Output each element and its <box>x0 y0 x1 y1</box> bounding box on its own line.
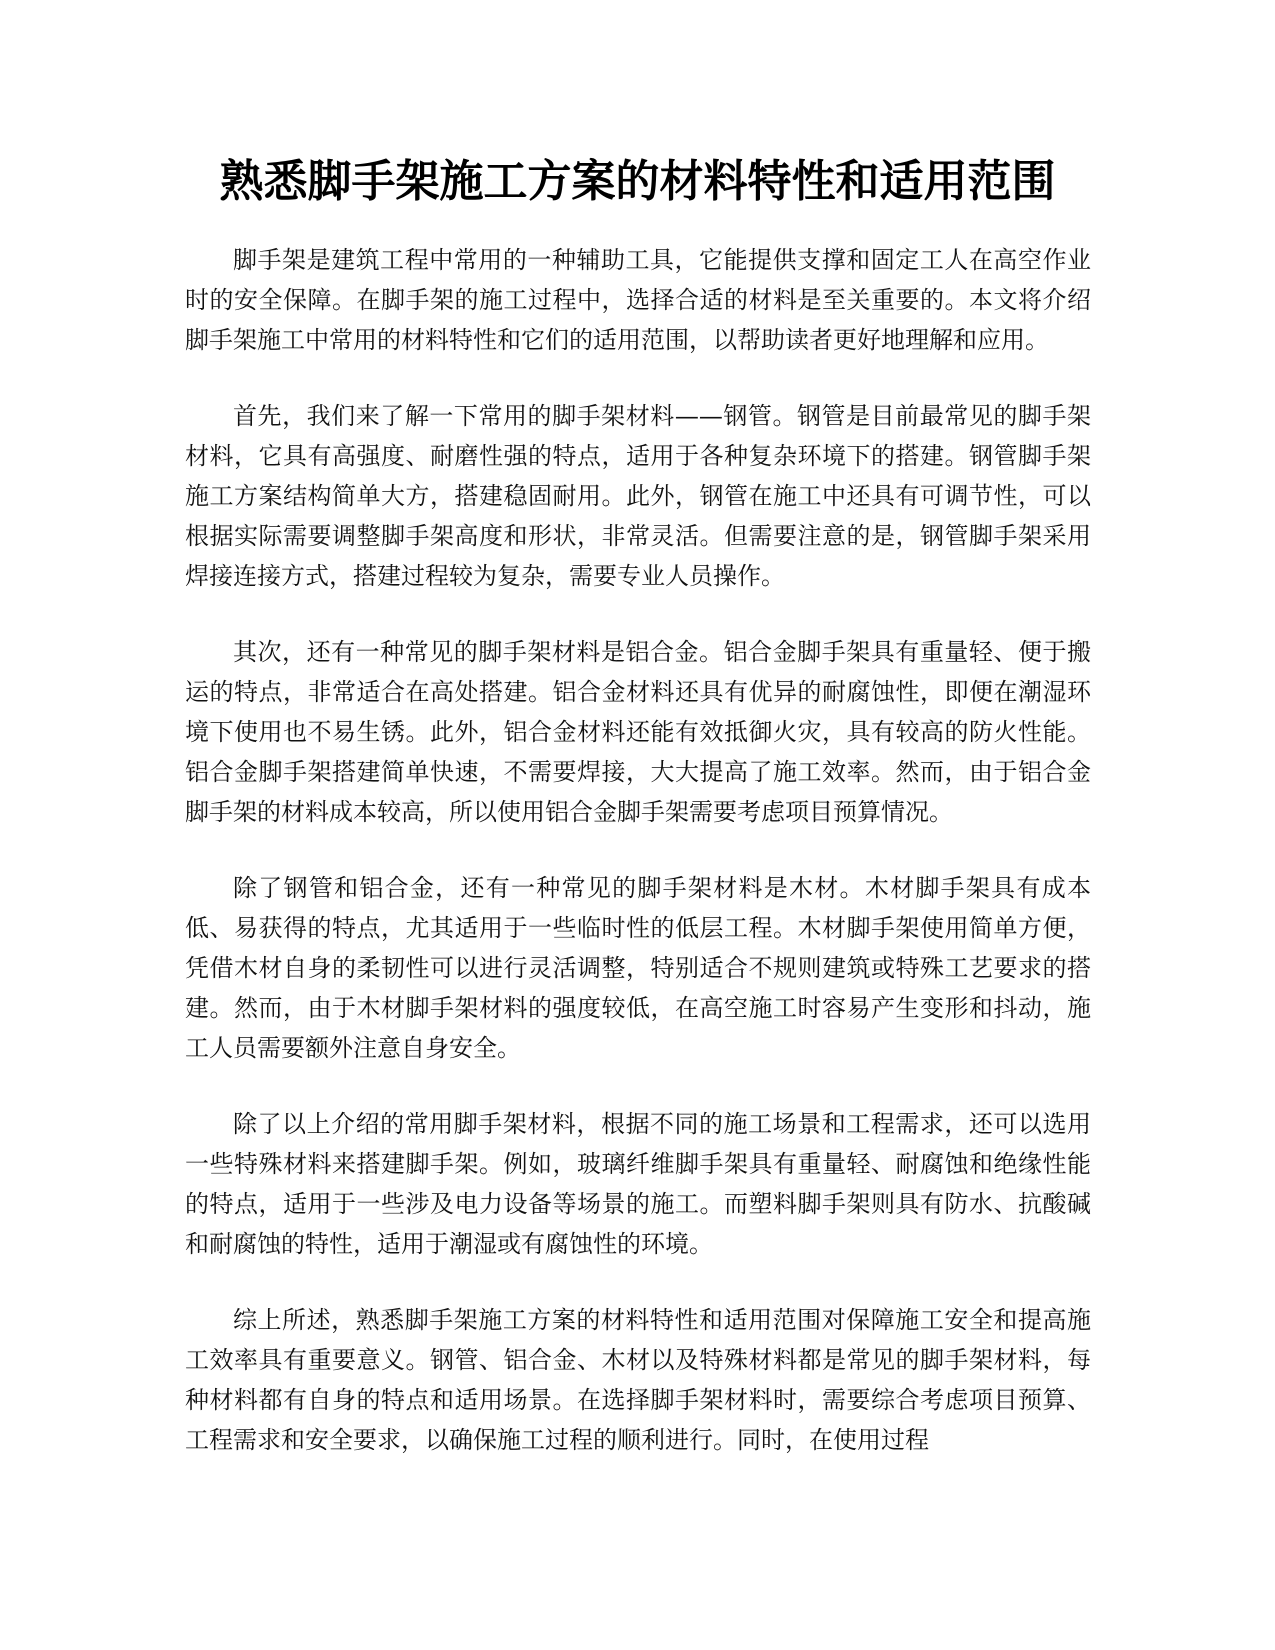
paragraph-aluminum-alloy: 其次，还有一种常见的脚手架材料是铝合金。铝合金脚手架具有重量轻、便于搬运的特点，非常适合在高处搭建。铝合金材料还具有优异的耐腐蚀性，即便在潮湿环境下使用也不易生锈。此外，铝合金材料还能有效抵御火灾，具有较高的防火性能。铝合金脚手架搭建简单快速，不需要焊接，大大提高了施工效率。然而，由于铝合金脚手架的材料成本较高，所以使用铝合金脚手架需要考虑项目预算情况。 <box>185 638 1091 826</box>
paragraph-summary: 综上所述，熟悉脚手架施工方案的材料特性和适用范围对保障施工安全和提高施工效率具有重要意义。钢管、铝合金、木材以及特殊材料都是常见的脚手架材料，每种材料都有自身的特点和适用场景。在选择脚手架材料时，需要综合考虑项目预算、工程需求和安全要求，以确保施工过程的顺利进行。同时，在使用过程 <box>185 1306 1091 1454</box>
paragraph-timber: 除了钢管和铝合金，还有一种常见的脚手架材料是木材。木材脚手架具有成本低、易获得的特点，尤其适用于一些临时性的低层工程。木材脚手架使用简单方便，凭借木材自身的柔韧性可以进行灵活调整，特别适合不规则建筑或特殊工艺要求的搭建。然而，由于木材脚手架材料的强度较低，在高空施工时容易产生变形和抖动，施工人员需要额外注意自身安全。 <box>185 874 1091 1062</box>
document-title: 熟悉脚手架施工方案的材料特性和适用范围 <box>219 156 1056 207</box>
paragraph-intro: 脚手架是建筑工程中常用的一种辅助工具，它能提供支撑和固定工人在高空作业时的安全保障。在脚手架的施工过程中，选择合适的材料是至关重要的。本文将介绍脚手架施工中常用的材料特性和它们的适用范围，以帮助读者更好地理解和应用。 <box>185 246 1091 354</box>
document-body <box>185 240 1091 1496</box>
paragraph-special-materials: 除了以上介绍的常用脚手架材料，根据不同的施工场景和工程需求，还可以选用一些特殊材料来搭建脚手架。例如，玻璃纤维脚手架具有重量轻、耐腐蚀和绝缘性能的特点，适用于一些涉及电力设备等场景的施工。而塑料脚手架则具有防水、抗酸碱和耐腐蚀的特性，适用于潮湿或有腐蚀性的环境。 <box>185 1110 1091 1258</box>
paragraph-steel-pipe: 首先，我们来了解一下常用的脚手架材料——钢管。钢管是目前最常见的脚手架材料，它具有高强度、耐磨性强的特点，适用于各种复杂环境下的搭建。钢管脚手架施工方案结构简单大方，搭建稳固耐用。此外，钢管在施工中还具有可调节性，可以根据实际需要调整脚手架高度和形状，非常灵活。但需要注意的是，钢管脚手架采用焊接连接方式，搭建过程较为复杂，需要专业人员操作。 <box>185 402 1091 590</box>
